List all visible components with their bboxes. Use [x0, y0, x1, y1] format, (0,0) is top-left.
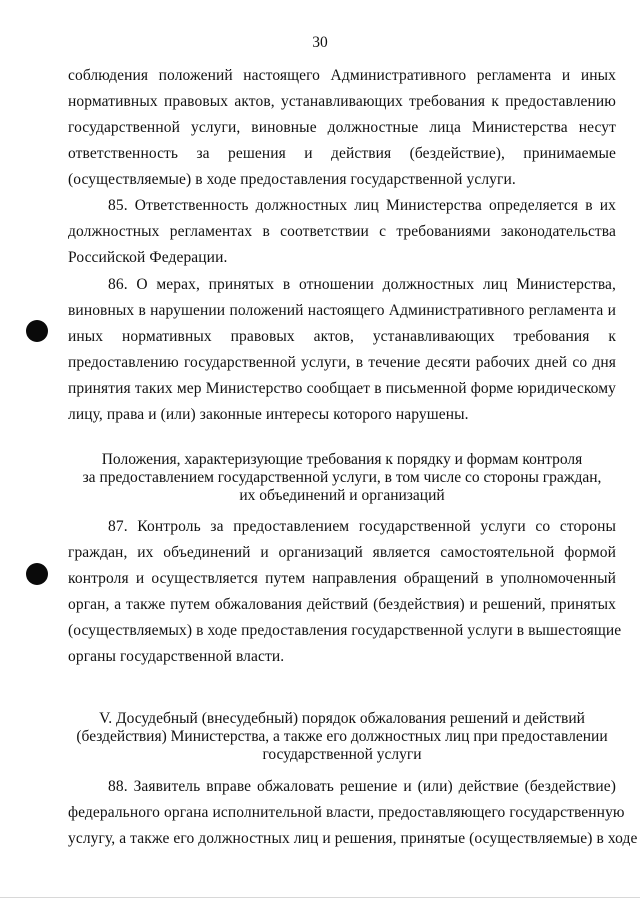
heading-line: их объединений и организаций	[239, 487, 445, 504]
text-line: Российской Федерации.	[68, 249, 228, 266]
heading-line: за предоставлением государственной услуги, в том числе со стороны граждан,	[82, 469, 602, 486]
text-line: лицу, права и (или) законные интересы которого нарушены.	[68, 406, 469, 423]
text-line: орган, а также путем обжалования действий (бездействия) и решений, принятых	[68, 596, 616, 613]
text-line: услугу, а также его должностных лиц и решения, принятые (осуществляемые) в ходе	[68, 830, 638, 847]
text-line: федерального органа исполнительной власти, предоставляющего государственную	[68, 804, 625, 821]
text-line: государственной услуги, виновные должностные лица Министерства несут	[68, 119, 616, 136]
heading-line: Положения, характеризующие требования к порядку и формам контроля	[101, 451, 583, 468]
punch-hole-upper	[26, 320, 48, 342]
text-line: иных нормативных правовых актов, устанавливающих требования к	[68, 328, 616, 345]
punch-hole-lower	[26, 563, 48, 585]
text-line: контроля и осуществляется путем направления обращений в уполномоченный	[68, 570, 616, 587]
text-line: органы государственной власти.	[68, 648, 285, 665]
text-line: 88. Заявитель вправе обжаловать решение и (или) действие (бездействие)	[108, 778, 616, 795]
heading-line: (бездействия) Министерства, а также его должностных лиц при предоставлении	[76, 728, 608, 745]
text-line: должностных регламентах в соответствии с требованиями законодательства	[68, 223, 616, 240]
scan-edge-line	[0, 897, 640, 898]
heading-line: V. Досудебный (внесудебный) порядок обжалования решений и действий	[99, 710, 585, 727]
text-line: предоставлению государственной услуги, в течение десяти рабочих дней со дня	[68, 354, 616, 371]
text-line: виновных в нарушении положений настоящего Административного регламента и	[68, 302, 616, 319]
heading-line: государственной услуги	[262, 746, 422, 763]
text-line: нормативных правовых актов, устанавливающих требования к предоставлению	[68, 93, 616, 110]
text-line: граждан, их объединений и организаций является самостоятельной формой	[68, 544, 616, 561]
text-line: принятия таких мер Министерство сообщает в письменной форме юридическому	[68, 380, 616, 397]
text-line: 87. Контроль за предоставлением государственной услуги со стороны	[108, 518, 616, 535]
text-line: 85. Ответственность должностных лиц Министерства определяется в их	[108, 197, 616, 214]
text-line: ответственность за решения и действия (бездействие), принимаемые	[68, 145, 616, 162]
text-line: (осуществляемые) в ходе предоставления государственной услуги.	[68, 171, 516, 188]
text-line: 86. О мерах, принятых в отношении должностных лиц Министерства,	[108, 276, 616, 293]
text-line: (осуществляемых) в ходе предоставления государственной услуги в вышестоящие	[68, 622, 622, 639]
page-number: 30	[312, 34, 328, 51]
text-line: соблюдения положений настоящего Административного регламента и иных	[68, 67, 616, 84]
